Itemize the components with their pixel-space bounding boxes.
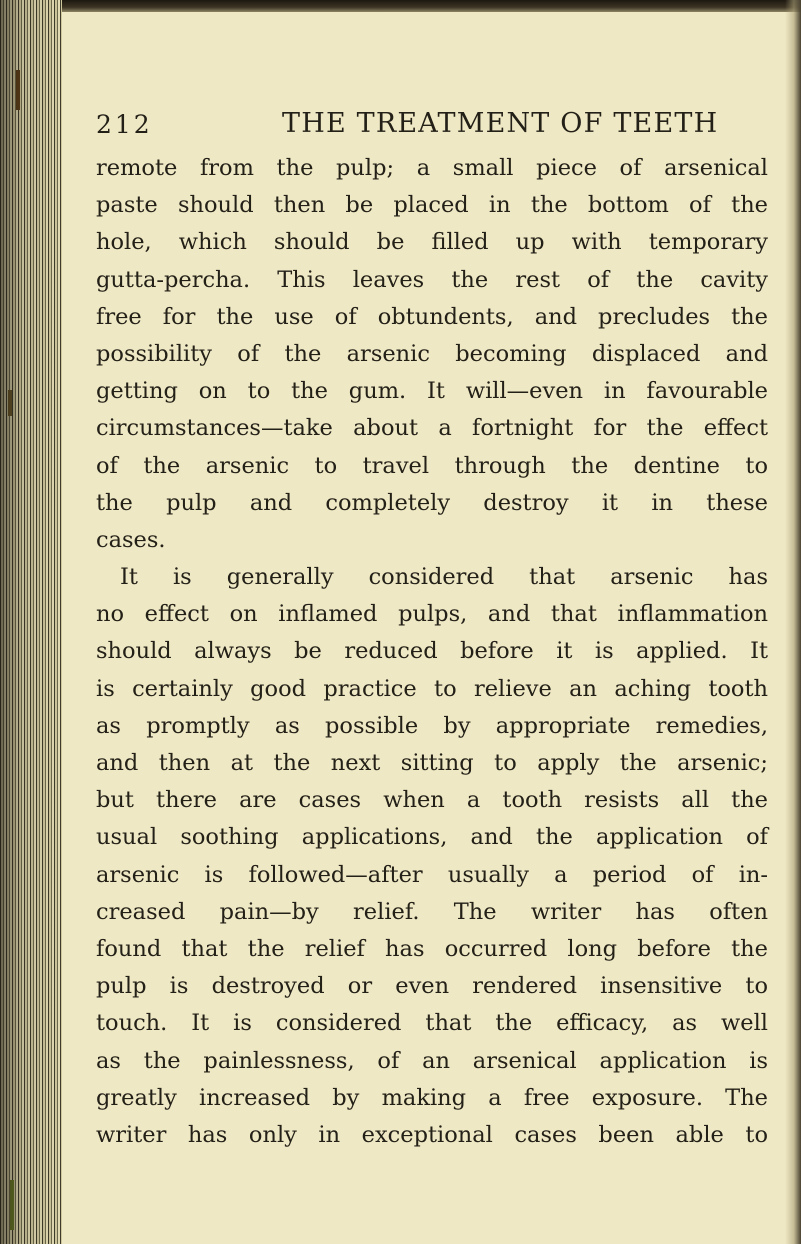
text-line: It is generally considered that arsenic has	[120, 564, 768, 591]
text-line: hole, which should be filled up with temporary	[96, 229, 768, 256]
text-line: greatly increased by making a free exposure. The	[96, 1084, 768, 1111]
edge-mark	[16, 70, 20, 110]
text-line: cases.	[96, 526, 166, 553]
text-line: possibility of the arsenic becoming displaced and	[96, 340, 768, 367]
text-line: pulp is destroyed or even rendered insensitive to	[96, 973, 768, 1000]
text-line: is certainly good practice to relieve an aching tooth	[96, 675, 768, 702]
text-line: the pulp and completely destroy it in these	[96, 489, 768, 516]
page-content	[96, 108, 768, 1154]
text-line: should always be reduced before it is applied. It	[96, 638, 768, 665]
text-line: getting on to the gum. It will—even in favourable	[96, 378, 768, 405]
text-line: but there are cases when a tooth resists all the	[96, 787, 768, 814]
text-line: arsenic is followed—after usually a period of in-	[96, 861, 768, 888]
page-number: 212	[96, 110, 153, 139]
text-line: paste should then be placed in the bottom of the	[96, 192, 768, 219]
body-text	[96, 150, 768, 1154]
binding-shadow	[785, 0, 801, 1244]
text-line: remote from the pulp; a small piece of arsenical	[96, 155, 768, 181]
book-top-edge	[0, 0, 801, 12]
text-line: circumstances—take about a fortnight for the effect	[96, 415, 768, 442]
edge-mark	[10, 1180, 14, 1230]
running-title: THE TREATMENT OF TEETH	[282, 108, 719, 139]
running-header	[96, 108, 768, 150]
text-line: usual soothing applications, and the application of	[96, 824, 768, 851]
edge-mark	[8, 390, 12, 416]
stacked-page-edges	[0, 0, 62, 1244]
text-line: as promptly as possible by appropriate remedies,	[96, 712, 768, 739]
text-line: free for the use of obtundents, and precludes the	[96, 303, 768, 330]
text-line: as the painlessness, of an arsenical application is	[96, 1047, 768, 1074]
text-line: gutta-percha. This leaves the rest of the cavity	[96, 266, 768, 293]
text-line: of the arsenic to travel through the dentine to	[96, 452, 768, 479]
text-line: and then at the next sitting to apply the arsenic;	[96, 750, 768, 776]
text-line: touch. It is considered that the efficacy, as well	[96, 1010, 768, 1037]
text-line: writer has only in exceptional cases been able to	[96, 1121, 768, 1148]
text-line: no effect on inflamed pulps, and that inflammation	[96, 601, 768, 628]
text-line: found that the relief has occurred long before the	[96, 935, 768, 962]
text-line: creased pain—by relief. The writer has often	[96, 898, 768, 925]
